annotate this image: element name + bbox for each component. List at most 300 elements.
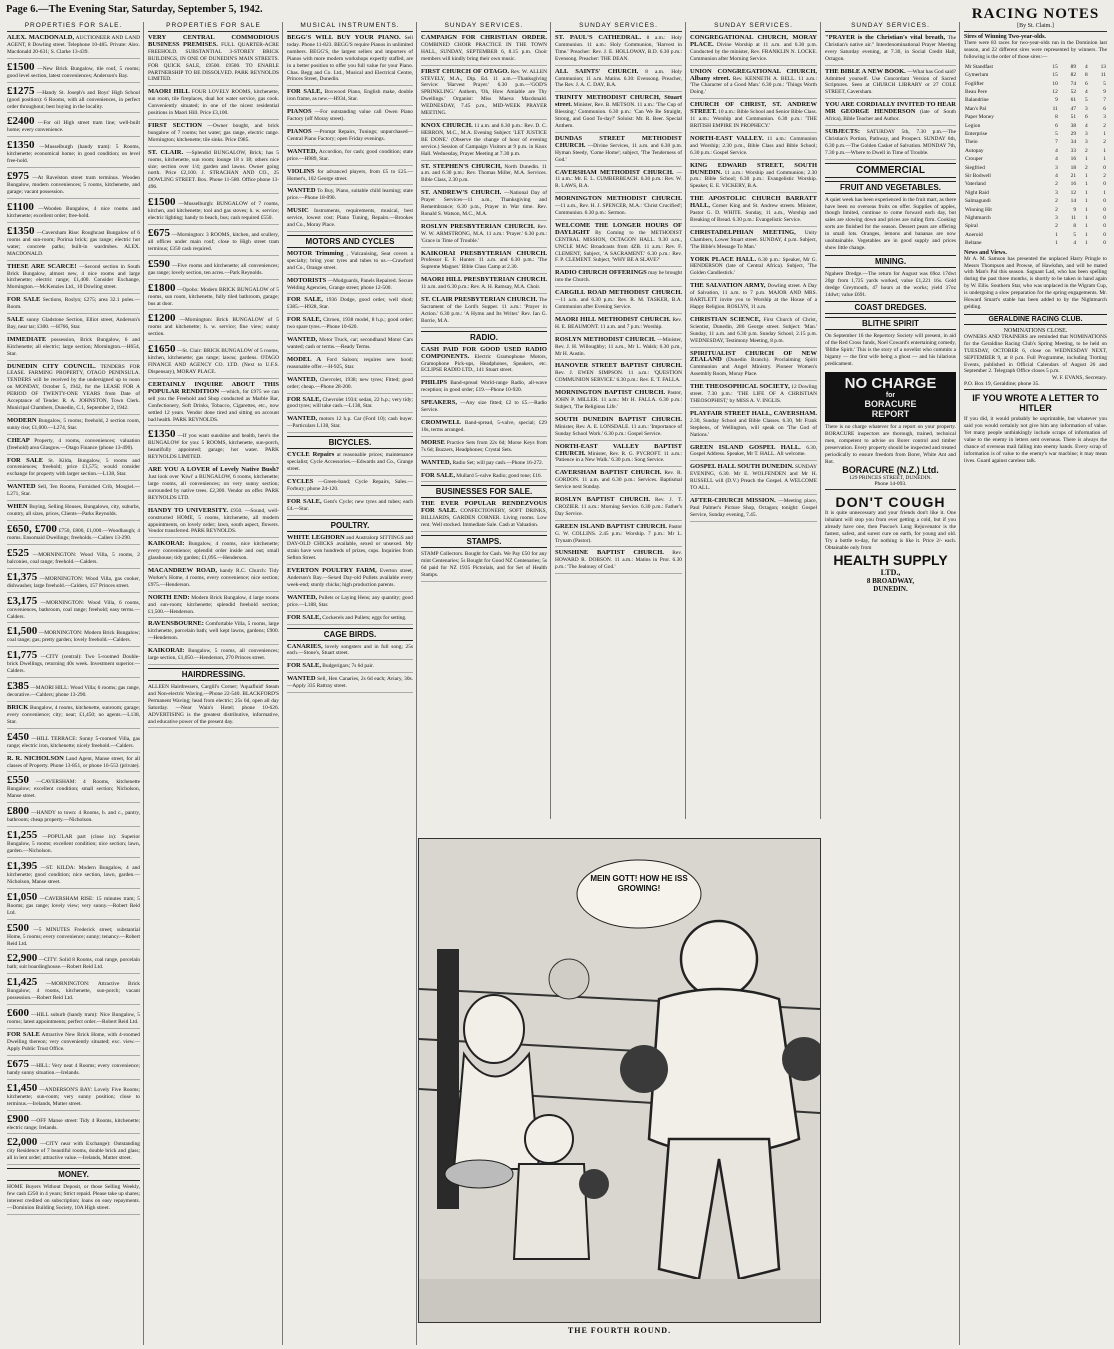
boracure-ad xyxy=(825,372,956,422)
sire-figure: 9 xyxy=(1055,97,1058,104)
ad-body: —Green-band; Cycle Repairs, Sales.—Forbury; phone 24-120. xyxy=(287,478,413,492)
classified-ad xyxy=(7,732,140,753)
classified-ad xyxy=(287,595,413,612)
ad-body: —MORNINGTON: Wood Villa, 5 rooms, 2 balconies, coal range; freehold.—Calders. xyxy=(7,551,140,565)
sire-figure: 74 xyxy=(1070,80,1077,87)
ad-headline: £525 xyxy=(7,546,29,559)
ad-headline: SUBJECTS: xyxy=(825,127,861,135)
ad-body: —POPULAR part (close in): Superior Bungalow, 5 rooms; excellent condition; nice section; lawn, garden.—Nicholson. xyxy=(7,834,140,855)
sire-row xyxy=(964,189,1107,197)
ad-body: Cockerels and Pullets; eggs for setting. xyxy=(320,614,407,621)
boracure-title: NO CHARGE xyxy=(844,375,937,392)
boracure-sub3: REPORT xyxy=(871,409,910,419)
classified-ad xyxy=(287,377,413,394)
ad-body: —Divine Services, 11 a.m. and 6.30 p.m. Hyman Steedy, 'Come Home'; subject, 'The Tenderness of God.' xyxy=(555,142,682,163)
ad-headline: ST. CLAIR PRESBYTERIAN CHURCH. xyxy=(421,296,538,304)
sire-figure: 1 xyxy=(1084,189,1088,196)
classified-ad xyxy=(287,615,413,625)
classified-ad xyxy=(7,830,140,858)
classified-ad xyxy=(148,283,279,311)
ad-headline: CYCLES xyxy=(287,477,314,485)
classified-ad xyxy=(7,62,140,83)
classified-ad xyxy=(7,140,140,168)
ad-body: Rev. W. W. ARMSTRONG, M.A. 11 a.m.: 'Prayer.' 6.30 p.m.: 'Grace in Time of Trouble.' xyxy=(421,223,548,244)
ad-body: CONFECTIONERY, SOFT DRINKS, BILLIARDS, GARDEN CORNER. Living rooms. Low rent. Well stocked. Immediate Sale. Cash at Valuation. xyxy=(421,508,547,529)
ad-headline: THE BIBLE A NEW BOOK. xyxy=(825,67,906,75)
sire-row xyxy=(964,172,1107,180)
ad-body: —Musselburgh: BUNGALOW of 7 rooms, kitchen, and kitchenette; tool and gas stoves; h. w. service; electric lighting; handy to beach, bus; cash required £550. xyxy=(148,201,279,222)
ad-body: Land Agent, Manse street, for all classes of Property. Phone 13-851, or phone 16-553 (private). xyxy=(7,755,141,769)
sire-row xyxy=(964,222,1107,230)
ad-list xyxy=(421,501,547,532)
nominations-club: GERALDINE RACING CLUB. xyxy=(964,314,1107,325)
sire-figure: 34 xyxy=(1070,139,1077,146)
ad-headline: SPIRITUALIST CHURCH OF NEW ZEALAND xyxy=(690,349,817,364)
sire-name: Theio xyxy=(965,139,978,146)
ad-body: Professor E. F. Hunter. 11 a.m. and 6.30 p.m.: 'The Supreme Magnet.' Bible Class Camp at 2.30. xyxy=(421,257,547,271)
ad-body: Rev. KENNETH A. BELL. 11 a.m.: 'The Character of a Good Man.' 6.30 p.m.: 'Things Worth Doing.' xyxy=(690,75,817,96)
health-supply-addr2: DUNEDIN. xyxy=(873,584,908,593)
ad-headline: WANTED xyxy=(287,675,316,683)
ad-body: —Opoho: Modern BRICK BUNGALOW of 5 rooms, sun room, kitchenette, fully tiled bathroom, garage; bus at door. xyxy=(148,286,279,307)
sire-row xyxy=(964,105,1107,113)
classified-ad xyxy=(7,504,140,521)
ad-headline: FIRST CHURCH OF OTAGO. xyxy=(421,67,509,75)
classified-ad xyxy=(7,458,140,482)
sire-figure: 2 xyxy=(1084,147,1088,154)
classified-ad xyxy=(287,129,413,146)
sire-figure: 10 xyxy=(1052,80,1058,87)
classified-ad xyxy=(421,224,547,248)
ad-headline: BRICK xyxy=(7,704,29,712)
ad-body: Attractive New Brick Home, with 4-roomed Dwelling thereon; very conveniently situated; exc. view.—Apply Public Trust Office. xyxy=(7,1032,141,1052)
boracure-sub2: BORACURE xyxy=(864,399,917,409)
section-head-motors: MOTORS AND CYCLES xyxy=(287,235,413,248)
sire-figure: 1 xyxy=(1084,181,1088,188)
classified-ad xyxy=(825,102,956,126)
ad-headline: £590 xyxy=(148,257,170,270)
classified-ad xyxy=(7,953,140,974)
ad-headline: MACANDREW ROAD, xyxy=(148,567,217,575)
ad-headline: £550 xyxy=(7,774,29,787)
news-head: News and Views. xyxy=(964,249,1007,256)
sire-figure: 13 xyxy=(1100,63,1106,70)
ad-list xyxy=(287,535,413,625)
ad-body: Accordion, for cash; good condition; state price.—H989, Star. xyxy=(287,148,413,162)
ad-body: Minister, Rev. A. E. LONSDALE. 11 a.m.: 'Importance of Sunday School Work.' 6.30 p.m.: Gospel Service. xyxy=(555,423,682,437)
sire-figure: 47 xyxy=(1070,105,1077,112)
classified-ad xyxy=(7,1008,140,1029)
sire-row xyxy=(964,231,1107,239)
classified-ad xyxy=(555,470,682,494)
ad-list xyxy=(287,35,413,232)
ad-body: Band-spread World-range Radio, all-wave reception; in good order; £19.—Phone 10-920. xyxy=(421,380,547,394)
ad-headline: £1,500 xyxy=(7,625,38,638)
classified-ad xyxy=(7,806,140,827)
ad-headline: ALEX. MACDONALD, xyxy=(7,34,75,41)
ad-headline: ALL SAINTS' CHURCH. xyxy=(555,67,639,75)
ad-body: Rev. W. ALLEN STEVELY, M.A., Dip. Ed. 11 a.m.—Thanksgiving Service: 'Harvest Prayer.' 6.30 p.m.—'GOD'S SPRINKLING.' Anthem, 'Oh, How Amiable are Thy Dwellings.' Organist: Miss Maeva Macdonald. WEDNESDAY, 7.45 p.m., MID-WEEK PRAYER MEETING. xyxy=(421,68,548,117)
sire-figure: 6 xyxy=(1084,80,1088,87)
classified-ad xyxy=(148,467,279,505)
classified-ad xyxy=(555,270,682,287)
sire-name: Spiral xyxy=(965,223,978,230)
ad-body: Instruments, requirements, musical, best service, lowest cost; Piano Tuning, Repairs.—Brookes and Co., Moray Place. xyxy=(287,208,413,229)
classified-ad xyxy=(287,499,413,516)
sire-figure: 11 xyxy=(1070,215,1077,222)
classified-ad xyxy=(7,524,140,545)
classified-ad xyxy=(7,86,140,114)
classified-ad xyxy=(7,572,140,593)
sire-figure: 2 xyxy=(1103,173,1106,179)
sire-figure: 4 xyxy=(1055,156,1058,163)
sire-row xyxy=(964,239,1107,247)
boracure-body: There is no charge whatever for a report on your property. BORACURE inspectors are thorough, trained, technical men, competent to advise on Borer control and timber preservation. Every property should be inspected and treated periodically to ensure freedom from Borer, White Ant and Rot. xyxy=(825,424,956,465)
classified-ad xyxy=(7,681,140,702)
ad-headline: CHURCH OF CHRIST, ST. ANDREW STREET. xyxy=(690,101,817,116)
ad-body: —Handy St. Joseph's and Boys' High School (good position): 6 Rooms, with all conveniences, in perfect order throughout; best buying in the locality. xyxy=(7,89,140,110)
ad-body: handy R.C. Church: Tidy Worker's Home, 4 rooms, every convenience; nice section; £975.—Henderson. xyxy=(148,568,279,588)
classified-ad xyxy=(148,197,279,225)
ad-body: Rev. R. GORDON. 11 a.m. and 6.30 p.m.: Services. Baptismal Service next Sunday. xyxy=(555,470,682,491)
sire-figure: 1 xyxy=(1103,147,1106,154)
sire-figure: 1 xyxy=(1103,189,1106,196)
ad-headline: £1,375 xyxy=(7,570,38,583)
classified-ad xyxy=(148,648,279,665)
classified-ad xyxy=(287,208,413,232)
sire-figure: 16 xyxy=(1070,156,1077,163)
sire-row xyxy=(964,138,1107,146)
ad-body: Divine Worship at 11 a.m. and 6.30 p.m. Conducted by the minister, Rev. FRANKLIN N. LOCKE. Communion after Morning Service. xyxy=(690,41,817,62)
ad-body: Pastor G. W. COLLINS. 2.45 p.m.: Worship. 7 p.m.: Mr L. Trynam (Pastor). xyxy=(555,523,683,544)
ad-headline: £1500 xyxy=(148,196,176,209)
column-head: SUNDAY SERVICES. xyxy=(555,22,682,32)
ad-body: Chevrolet, 1938; new tyres; Fitted; good order; cheap.—Phone 28-200. xyxy=(287,376,413,390)
sire-figure: 0 xyxy=(1103,223,1106,230)
classified-ad xyxy=(7,484,140,501)
classified-ad xyxy=(148,568,279,592)
ad-body: Rev. H. E. BEAUMONT. 11 a.m. and 7 p.m.: Worship. xyxy=(555,316,683,330)
ad-body: Buying, Selling Houses, Bungalows, city, suburbs, country, all sizes, prices, Clients—Parks Reynolds. xyxy=(7,504,140,517)
sire-figure: 3 xyxy=(1055,164,1058,171)
sire-figure: 82 xyxy=(1070,72,1077,79)
classified-ad xyxy=(555,363,682,387)
ad-headline: £2,000 xyxy=(7,1136,38,1149)
ad-headline: £1350 xyxy=(7,224,35,237)
ad-headline: YORK PLACE HALL. xyxy=(690,255,757,263)
ad-body: —Mornington: Brick BUNGALOW of 5 rooms and kitchenette; h. w. service; fine view; sunny section. xyxy=(148,317,279,338)
sire-name: Crouper xyxy=(965,156,983,163)
classified-ad xyxy=(7,297,140,314)
sire-name: Winning Hit xyxy=(965,206,992,213)
ad-headline: KAIKORAI PRESBYTERIAN CHURCH. xyxy=(421,249,547,257)
ad-headline: £1,255 xyxy=(7,829,38,842)
ad-body: (Dunedin Branch). Proclaiming Spirit Communion and Angel Ministry. Pioneer Women's Assembly Room, Moray Place. xyxy=(690,357,817,378)
cartoon xyxy=(418,838,821,1323)
ad-body: Everton street, Anderson's Bay.—Sexed Day-old Pullets available every week-end; sturdy chicks; high production parents. xyxy=(287,568,413,588)
sire-figure: 2 xyxy=(1103,122,1106,129)
classified-ad xyxy=(690,69,817,100)
column-racing xyxy=(961,6,1110,1345)
ad-headline: IMMEDIATE xyxy=(7,335,47,343)
ad-list xyxy=(148,35,279,665)
ad-body: 6.30, Gospel Address. Speaker, Mr T. HALL. All welcome. xyxy=(690,444,817,458)
classified-ad xyxy=(555,136,682,167)
ad-list xyxy=(7,35,140,1165)
sire-name: Aneroid xyxy=(965,231,983,238)
ad-body: Dowling street. A Day of Salvation, 11 a.m. to 7 p.m. MAJOR AND MRS. BARTLETT invite you to Worship at the House of a Happy Religion. ROSLYN, 11 a.m. xyxy=(690,283,817,310)
ad-headline: WANTED, xyxy=(287,375,318,383)
sire-figure: 5 xyxy=(1084,97,1088,104)
ad-body: —11 a.m. and 6.30 p.m.: Rev. R. M. TASKER, B.A. Communion after Evening Service. xyxy=(555,297,682,310)
classified-ad xyxy=(7,756,140,773)
classified-ad xyxy=(7,1032,140,1056)
column-musical-motors xyxy=(284,22,417,1345)
column-sunday-services-1 xyxy=(418,22,551,819)
classified-ad xyxy=(148,150,279,194)
sire-figure: 1 xyxy=(1084,215,1088,222)
classified-ad xyxy=(690,283,817,314)
sire-row xyxy=(964,147,1107,155)
classified-ad xyxy=(421,380,547,397)
sire-name: Balandrine xyxy=(965,97,989,104)
ad-headline: WANTED, xyxy=(287,147,318,155)
ad-body: TENDERS FOR LEASE. FARMING PROPERTY, OTAGO PENINSULA. TENDERS will be received by the undersigned up to noon on MONDAY, October 5, 1942, for the LEASE FOR A PERIOD OF TWENTY-ONE YEARS from Date of Acceptance of Tender. R. A. JOHNSTON, Town Clerk. Municipal Chambers, Dunedin, C.1, September 2, 1942. xyxy=(7,363,141,411)
ad-body: —Any size fitted; £2 to £5.—Radio Service. xyxy=(421,400,547,414)
classified-ad xyxy=(7,705,140,729)
sire-figure: 1 xyxy=(1084,206,1088,213)
ad-body: —For oil High street tram line; well-built home; every convenience. xyxy=(7,120,140,134)
ad-headline: CHRISTIAN SCIENCE, xyxy=(690,315,761,323)
ad-body: —Minister, Rev. J. H. Willoughby; 11 a.m., Mr L. Walsh; 6.30 p.m., Mr H. Austin. xyxy=(555,336,683,357)
classified-ad xyxy=(148,259,279,280)
classified-ad xyxy=(421,400,547,417)
hitler-head: IF YOU WROTE A LETTER TO HITLER xyxy=(972,393,1099,414)
ad-headline: ROSLYN PRESBYTERIAN CHURCH. xyxy=(421,222,535,230)
classified-ad xyxy=(287,663,413,673)
classified-ad xyxy=(825,69,956,100)
ad-headline: SUNSHINE BAPTIST CHURCH. xyxy=(555,549,664,557)
classified-ad xyxy=(7,1114,140,1135)
sire-name: Nightmarch xyxy=(965,215,991,222)
classified-ad xyxy=(7,596,140,624)
ad-headline: MAORI HILL METHODIST CHURCH. xyxy=(555,315,671,323)
boracure-address: 129 PRINCES STREET, DUNEDIN. xyxy=(849,475,932,482)
classified-ad xyxy=(555,95,682,133)
sire-figure: 3 xyxy=(1055,189,1058,196)
ad-body: Sell, Ten Rooms, Furnished Crib, Mosgiel.—L271, Star. xyxy=(7,484,140,498)
ad-body: £750, £800, £1,000.—Woodhaugh; 4 rooms. Ensomaid Dwellings; freeholds.—Callers 13-290. xyxy=(7,527,140,541)
classified-ad xyxy=(148,89,279,120)
ad-headline: £600 xyxy=(7,1007,29,1020)
ad-body: The Christian's native air." Interdenominational Prayer Meeting every Saturday evening, at 7.30, in Social Credit Hall, Octagon. xyxy=(825,35,956,62)
sire-name: Vaterland xyxy=(965,181,986,188)
sire-figure: 3 xyxy=(1084,139,1088,146)
sire-figure: 0 xyxy=(1103,164,1106,171)
sire-name: Enterprise xyxy=(965,130,988,137)
ad-headline: RADIO CHURCH OFFERINGS xyxy=(555,269,647,277)
ad-headline: £1100 xyxy=(7,200,34,213)
classified-ad xyxy=(421,123,547,161)
nominations-box: P.O. Box 19, Geraldine; phone 35. xyxy=(964,381,1107,390)
ad-body: at reasonable prices; maintenance specialist; Cycle Accessories.—Edwards and Co., Grange street. xyxy=(287,452,413,472)
classified-ad xyxy=(421,440,547,457)
ad-body: —ST. KILDA: Modern Bungalow, 4 and kitchenette; good condition; nice section, lawn, garden.—Nicholson, Manse street. xyxy=(7,865,140,885)
classified-ad xyxy=(287,109,413,126)
nominations-head: NOMINATIONS CLOSE. xyxy=(1003,327,1068,334)
ad-body: —HANDY to town: 4 Rooms, h. and c., pantry, bathroom; cheap property.—Nicholson. xyxy=(7,810,140,824)
ad-body: —OFF Manse street: Tidy 4 Rooms, kitchenette; electric range; Irelands. xyxy=(7,1117,140,1131)
column-head: SUNDAY SERVICES. xyxy=(825,22,956,32)
ad-body: possession, Brick Bungalow, 6 and Kitchenette; all electric; large section; Mornington.—H654, Star. xyxy=(7,336,140,357)
health-supply-name: HEALTH SUPPLY xyxy=(833,551,948,568)
column-properties-1 xyxy=(4,22,144,1345)
ad-headline: MODERN xyxy=(7,416,37,424)
ad-headline: THESE ARE SCARCE! xyxy=(7,262,77,270)
ad-headline: ST. PAUL'S CATHEDRAL. xyxy=(555,34,642,41)
ad-headline: THE APOSTOLIC CHURCH BARRATT HALL, xyxy=(690,195,817,210)
sire-figure: 2 xyxy=(1084,164,1088,171)
classified-ad xyxy=(7,418,140,435)
classified-ad xyxy=(287,297,413,314)
ad-body: £950. —Sound, well-constructed HOME, 5 rooms, kitchenette, all modern appointments, on lovely order; lawn, south aspect, flowers. Vendor transferred. PARK REYNOLDS. xyxy=(148,507,279,535)
ad-body: Pastor, JOHN P. MILLER. 11 a.m.: Mr H. FALLA. 6.30 p.m.: Subject, 'The Religious Life.' xyxy=(555,390,682,410)
sire-row xyxy=(964,214,1107,222)
sire-figure: 3 xyxy=(1084,105,1088,112)
ad-body: —11 a.m.: Mr. E. L. CUMBERBEACH. 6.30 p.m.: Rev. W. R. LAWS, B.A. xyxy=(555,169,682,190)
classified-ad xyxy=(148,228,279,256)
ad-body: Gent's Cycle; new tyres and tubes; each £4.—Star. xyxy=(287,498,413,512)
ad-body: SUNDAY EVENING, 6.30. Mr E. WOLFENDEN and Mr H. RUSSELL will (D.V.) Preach the Gospel. A WELCOME TO ALL. xyxy=(690,464,817,492)
ad-body: By Coming to the METHODIST CENTRAL MISSION, OCTAGON HALL. 9.30 a.m., UNCLE MAC Broadcasts from 4ZB. 11 a.m.: Rev. F. CLEMENT, Subject, 'A SACRAMENT.' 6.30 p.m.: Rev. F. P. CLEMENT. Subject, 'WHY BE A SLAVE?' xyxy=(555,229,682,264)
classified-ad xyxy=(555,390,682,414)
classified-ad xyxy=(555,317,682,334)
ad-headline: HANDY TO UNIVERSITY. xyxy=(148,506,228,514)
classified-ad xyxy=(7,1137,140,1165)
racing-notes-title: RACING NOTES xyxy=(971,6,1100,22)
ad-headline: SALE xyxy=(7,316,24,324)
ad-headline: £1,450 xyxy=(7,1081,38,1094)
sires-table xyxy=(964,63,1107,248)
sire-row xyxy=(964,164,1107,172)
ad-body: Band-spread, 5-valve, special; £29 10s, terms arranged. xyxy=(421,419,547,433)
sire-name: Foglifter xyxy=(965,80,984,87)
sire-figure: 29 xyxy=(1070,130,1077,137)
ad-body: Motor Truck, car; secondhand Motor Cars wanted; cash or terms.—Ready Terms. xyxy=(287,337,413,350)
ad-headline: HANOVER STREET BAPTIST CHURCH. xyxy=(555,362,682,370)
column-head: SUNDAY SERVICES. xyxy=(421,22,547,32)
ad-headline: PHILIPS xyxy=(421,379,448,387)
classified-ad xyxy=(690,498,817,522)
ad-body: sunny Gladstone Section, Elliot street, Anderson's Bay, near tar; £300. —H766, Star. xyxy=(7,317,140,330)
ad-list xyxy=(555,35,682,574)
classified-ad xyxy=(148,123,279,147)
ad-headline: ROSLYN METHODIST CHURCH. xyxy=(555,335,656,343)
classified-ad xyxy=(287,149,413,166)
stamps-ad: STAMP Collectors. Bought for Cash. We Pay £50 for any mint Centenaries; 5s Bought for Good NZ Centenaries; 5s 6d paid for NZ 1935 Pictorials, and for Set of Health Stamps. xyxy=(421,551,547,582)
ad-headline: CAVERSHAM BAPTIST CHURCH. xyxy=(555,469,662,477)
ad-headline: WANTED xyxy=(7,483,36,491)
classified-ad xyxy=(287,317,413,334)
ad-body: Modern Brick Bungalow, 4 large rooms and sun-room; kitchenette; splendid freehold section; £1,500.—Henderson. xyxy=(148,594,279,615)
classified-ad xyxy=(148,621,279,645)
ad-body: —At Ravelston street tram terminus. Wooden Bungalow, modern conveniences; 5 rooms, kitchenette, and garage; vacant possession. xyxy=(7,175,140,196)
sire-name: Night Raid xyxy=(965,189,989,196)
masthead: Page 6.—The Evening Star, Saturday, September 5, 1942. xyxy=(6,4,263,15)
sire-figure: 11 xyxy=(1052,105,1058,112)
ad-headline: FOR SALE xyxy=(7,456,44,464)
classified-ad xyxy=(287,568,413,592)
ad-body: St. Kilda, Bungalow, 5 rooms and conveniences; freehold; price £1,575; would consider exchange for property with larger section.—L138, Star. xyxy=(7,457,140,478)
ad-body: Bungalow, 5 rooms, all conveniences; large section, £1,050.—Henderson, 270 Princes street. xyxy=(148,648,279,662)
ad-headline: £1350 xyxy=(7,139,35,152)
ad-headline: £675 xyxy=(148,226,170,239)
ad-body: Sections, Roslyn; £275; area 32.1 poles.—Room. xyxy=(7,297,141,311)
ad-body: —5 MINUTES Frederick street; substantial Home, 5 rooms; every convenience; sunny; tenancy.—Robert Reid Ltd. xyxy=(7,926,140,947)
classified-ad xyxy=(555,417,682,441)
ad-headline: CARGILL ROAD METHODIST CHURCH. xyxy=(555,289,682,297)
ad-list xyxy=(421,35,547,328)
ad-body: —Five rooms and kitchenette; all conveniences; gas range; lovely section, ten acres.—Park Reynolds. xyxy=(148,262,279,276)
ad-body: may be brought into the Church. xyxy=(555,270,682,284)
ad-body: —Musselburgh (handy tram): 5 Rooms, kitchenette; economical home; in good condition; on level free-hold. xyxy=(7,144,140,165)
sire-figure: 1 xyxy=(1084,173,1088,179)
ad-body: Minister, Rev. B. METSON. 11 a.m.: 'The Cup of Blessing.' Communion. 6.30 p.m.: 'Can We Be Straight, Strong, and Good To-day?' Soloist: Mr. R. Beer. Special Anthem. xyxy=(555,102,682,129)
ad-body: —If you want sunshine and health, here's the BUNGALOW for you: 5 ROOMS, kitchenette, sun-porch, beautifully appointed; garage; hot water. PARK REYNOLDS LIMITED. xyxy=(148,433,279,461)
ad-body: and Australorp SITTINGS and DAY-OLD CHICKS available, sexed or unsexed. My strain have won hundreds of prizes, cups. Inquiries from Sefton Street. xyxy=(287,534,413,562)
ad-body: Electric Gramophone Motors, Gramophone Pick-ups, Headphones, Speakers, etc. ECLIPSE RADIO LTD., 141 Stuart street. xyxy=(421,353,547,374)
dont-cough-body: It is quite unnecessary and your friends don't like it. One inhalant will stop you from ever getting a cold, but if you already have one, then Pascoe's Lung Rejuvenator is the fastest, safest, and surest cure on earth, for young and old. Try a bottle to-day, for nothing is like it. Price 2/- each. Obtainable only from xyxy=(825,510,956,551)
ad-body: 11 a.m. and 6.30 p.m.: Rev. D. C. HERRON, M.C., M.A. Evening Subject: 'LET JUSTICE BE DONE.' (Observe the change of hour of evening service.) Session of Campaign Visitors at 9 p.m. in Knox Hall. Wednesday, Prayer Meeting at 7.30 p.m. xyxy=(421,122,547,157)
ad-body: 8 a.m. Holy Communion; 11 a.m. Matins. 6.30: Evensong. Preacher, The Rev. J. A. C. DAY, B.A. xyxy=(555,68,682,89)
sire-figure: 1 xyxy=(1103,156,1106,163)
sire-figure: 2 xyxy=(1103,139,1106,146)
sire-figure: 6 xyxy=(1055,122,1058,129)
ad-headline: GREEN ISLAND GOSPEL HALL. xyxy=(690,443,801,451)
classified-ad xyxy=(555,290,682,314)
sire-name: Sir Bodwell xyxy=(965,173,991,179)
ad-headline: ST. STEPHEN'S CHURCH, xyxy=(421,162,502,170)
ad-headline: £1200 xyxy=(148,312,176,325)
ad-headline: CHRISTADELPHIAN MEETING, xyxy=(690,228,796,236)
ad-body: Rev. HOWARD R. DOBSON. 11 a.m.: Matins in Pror. 6.30 p.m.: 'The Jealousy of God.' xyxy=(555,550,682,571)
ad-headline: THE SALVATION ARMY, xyxy=(690,282,766,290)
mining-report: Ngahere Dredge.—The return for August was 69oz 17dwt 20gr from 1,725 yards worked, value £1,221 16s. Gold dredge Greymouth, 47 hours at the works; yield 37oz 14dwt; value £691. xyxy=(825,270,956,298)
ad-body: —New Brick Bungalow, tile roof, 5 rooms; good level section, latest conveniences; Anderson's Bay. xyxy=(7,65,140,79)
classified-ad xyxy=(7,775,140,803)
ad-headline: WANTED, xyxy=(287,593,318,601)
classified-ad xyxy=(421,190,547,221)
hitler-body: If you did, it would probably be unprintable, but whatever you said you would certainly not give him any information of value. Yet many people unthinkingly include scraps of information of value to the enemy in letters sent overseas. There is always the chance of overseas mail falling into enemy hands. Every scrap of information is of value to the enemy's war machine; it may mean lives. Guard against careless talk. xyxy=(964,416,1107,464)
ad-headline: GOSPEL HALL SOUTH DUNEDIN. xyxy=(690,463,794,471)
sire-figure: 11 xyxy=(1100,72,1106,79)
sire-name: Autopay xyxy=(965,147,984,154)
ad-headline: PIANOS xyxy=(287,108,312,116)
sire-figure: 5 xyxy=(1055,130,1058,137)
ad-headline: CHEAP xyxy=(7,436,30,444)
ad-headline: ARE YOU A LOVER of Lovely Native Bush? xyxy=(148,466,279,474)
ad-body: —For outstanding value call Owen Piano Factory (off Moray street). xyxy=(287,109,413,123)
classified-ad xyxy=(287,535,413,566)
classified-ad xyxy=(148,344,279,379)
ad-body: Corner King and St. Andrew streets. Minister, Pastor G. D. WHITE. Sunday, 11 a.m., Worship and Breaking of Bread. 6.30 p.m.: Evangelistic Service. xyxy=(690,203,817,223)
sire-figure: 15 xyxy=(1052,72,1058,79)
ad-body: —CAVERSHAM RISE: 15 minutes tram; 5 Rooms; gas range; lovely view; very sunny.—Robert Reid Ltd. xyxy=(7,895,140,916)
classified-ad xyxy=(287,188,413,205)
classified-ad xyxy=(7,202,140,223)
sire-name: Man's Pal xyxy=(965,105,987,112)
ad-headline: FOR SALE, xyxy=(287,613,321,621)
